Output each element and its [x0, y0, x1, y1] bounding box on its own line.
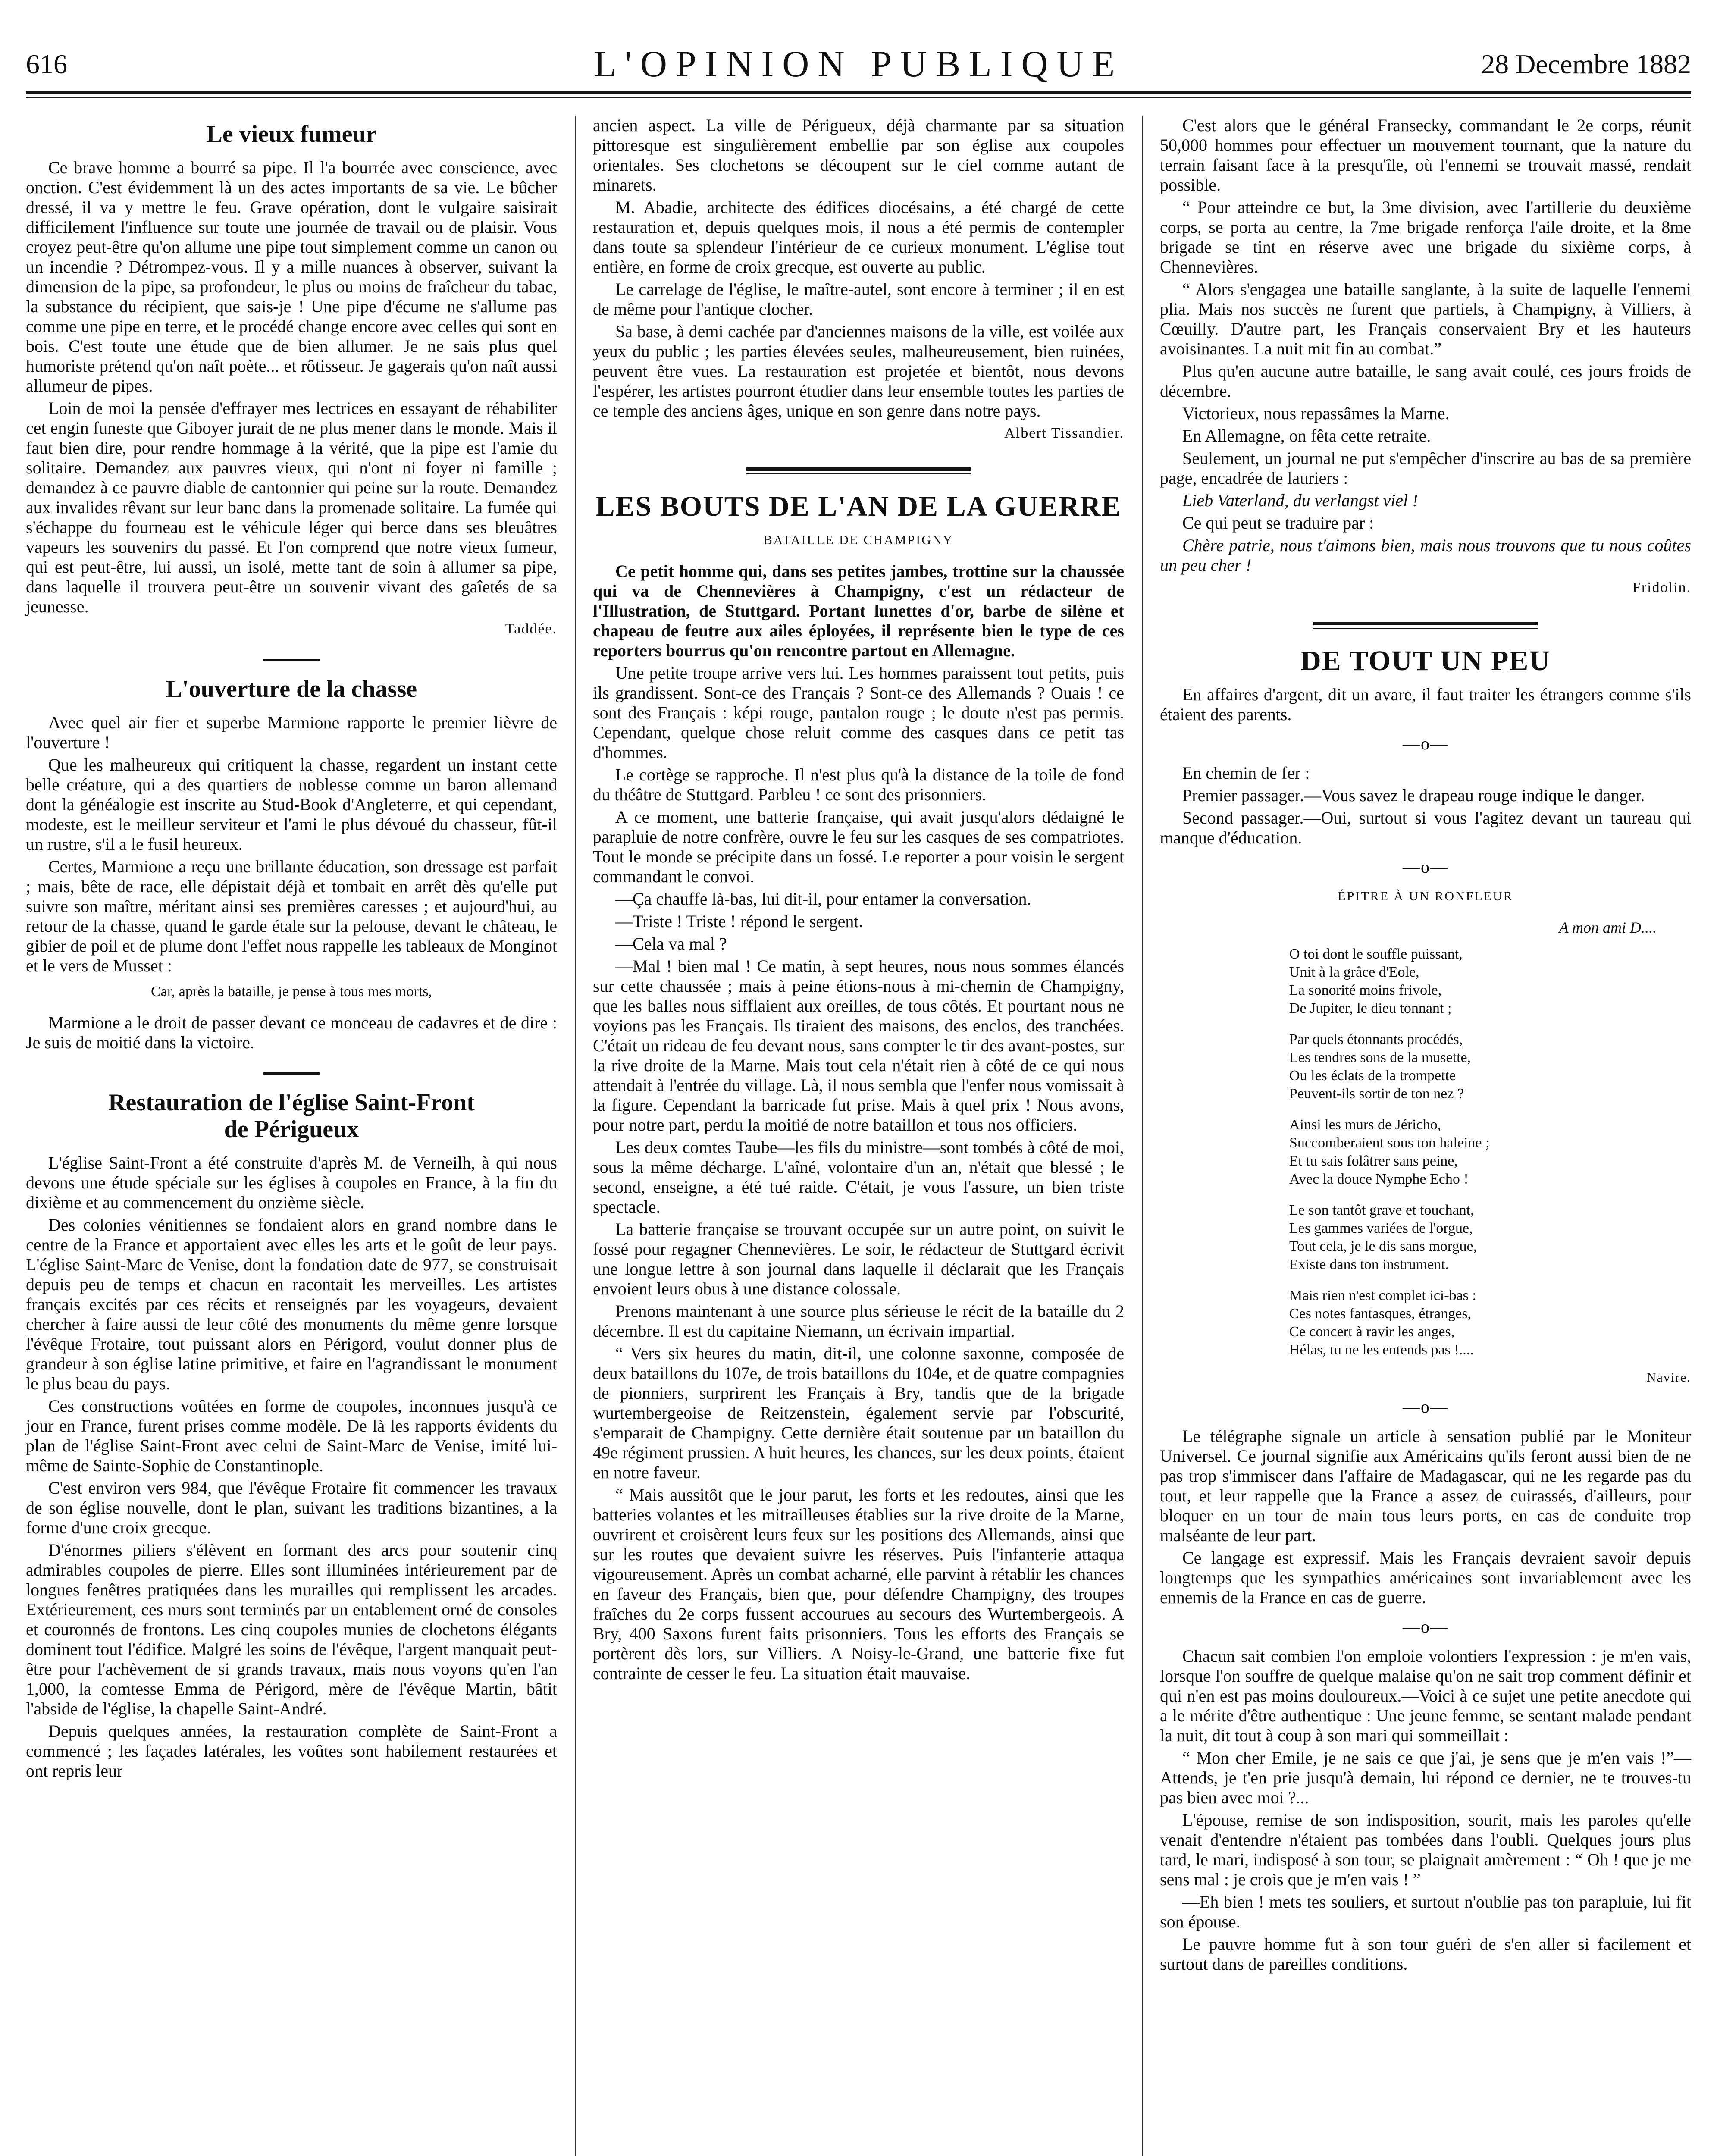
paragraph: —Eh bien ! mets tes souliers, et surtout n'oublie pas ton parapluie, lui fit son épouse. [1160, 1892, 1691, 1931]
poem-line: Ou les éclats de la trompette [1289, 1068, 1456, 1084]
poem-line: Et tu sais folâtrer sans peine, [1289, 1153, 1458, 1169]
paragraph: Ce langage est expressif. Mais les Français devraient savoir depuis longtemps que les sympathies américaines sont invariablement avec les ennemis de la France en cas de guerre. [1160, 1548, 1691, 1607]
article-title-guerre: LES BOUTS DE L'AN DE LA GUERRE [595, 491, 1122, 522]
separator-o: —o— [1403, 1617, 1448, 1636]
poem-line: De Jupiter, le dieu tonnant ; [1289, 1000, 1452, 1016]
paragraph: Chacun sait combien l'on emploie volontiers l'expression : je m'en vais, lorsque l'on souffre de quelque malaise qu'on ne sait trop comment définir et qui n'en est pas moins douloureux.—Voici à ce sujet une petite anecdote qui a le mérite d'être authentique : Une jeune femme, se sentant malade pendant la nuit, dit tout à coup à son mari qui sommeillait : [1160, 1646, 1691, 1745]
paragraph: En Allemagne, on fêta cette retraite. [1182, 426, 1431, 445]
poem-line: Tout cela, je le dis sans morgue, [1289, 1238, 1477, 1254]
poem-stanza [1289, 1201, 1691, 1274]
paragraph: Loin de moi la pensée d'effrayer mes lectrices en essayant de réhabiliter cet engin funeste que Giboyer jurait de ne plus mener dans le monde. Mais il faut bien dire, pour rendre hommage à la vérité, que la pipe est l'amie du solitaire. Demandez aux pauvres vieux, qui n'ont ni foyer ni famille ; demandez à ce pauvre diable de cantonnier qui peine sur la route. Demandez aux invalides rêvant sur leur banc dans la promenade solitaire. La fumée qui s'échappe du fourneau est le véhicule léger qui berce dans ses bleuâtres vapeurs les souvenirs du passé. Et l'on comprend que notre vieux fumeur, qui est peut-être, lui aussi, un isolé, mette tant de soin à allumer sa pipe, dans laquelle il trouvera peut-être un souvenir vivant des gaîetés de sa jeunesse. [26, 398, 557, 616]
poem-line: Ce concert à ravir les anges, [1289, 1324, 1455, 1340]
masthead-rule-thick [26, 91, 1691, 94]
paragraph: La batterie française se trouvant occupée sur un autre point, on suivit le fossé pour regagner Chennevières. Le soir, le rédacteur de Stuttgard écrivit une longue lettre à son journal dans laquelle il déclarait que les Français envoient leurs obus à une distance colossale. [593, 1219, 1124, 1298]
separator-o: —o— [1403, 734, 1448, 753]
german-quote: Lieb Vaterland, du verlangst viel ! [1182, 491, 1418, 510]
paragraph: —Mal ! bien mal ! Ce matin, à sept heures, nous nous sommes élancés sur cette chaussée ; mais à peine étions-nous à mi-chemin de Champigny, que les balles nous sifflaient aux oreilles, de tous côtés. Et pourtant nous ne voyions pas les Français. Ils tiraient des maisons, des enclos, des tranchées. C'était un rideau de feu devant nous, sans compter le tir des avant-postes, sur la rive droite de la Marne. Mais tout cela n'était rien à côté de ce qui nous attendait à l'entrée du village. Là, il nous sembla que l'enfer nous vomissait à la figure. Cependant la barricade fut prise. Mais à quel prix ! Nous avons, pour notre part, perdu la moitié de notre bataillon et tous nos officiers. [593, 956, 1124, 1134]
paragraph: —Cela va mal ? [615, 934, 727, 953]
poem-line: Mais rien n'est complet ici-bas : [1289, 1288, 1476, 1304]
paragraph: En chemin de fer : [1182, 763, 1310, 783]
poem-line: Existe dans ton instrument. [1289, 1257, 1449, 1272]
poem-line: Avec la douce Nymphe Echo ! [1289, 1171, 1469, 1187]
column-2 [593, 116, 1124, 1686]
paragraph: Le télégraphe signale un article à sensation publié par le Moniteur Universel. Ce journal signifie aux Américains qu'ils feront aussi bien de ne pas trop s'immiscer dans l'affaire de Madagascar, qui ne les regarde pas du tout, et leur rappelle que la France a assez de cuirassés, d'ailleurs, pour bloquer en un tour de main tous leurs ports, en cas de conduite trop malséante de leur part. [1160, 1426, 1691, 1545]
paragraph: Victorieux, nous repassâmes la Marne. [1182, 404, 1450, 423]
paragraph: Premier passager.—Vous savez le drapeau rouge indique le danger. [1182, 786, 1645, 805]
paragraph: Ce brave homme a bourré sa pipe. Il l'a bourrée avec conscience, avec onction. C'est évidemment là un des actes importants de sa vie. Le bûcher dressé, il va y mettre le feu. Grave opération, dont le vulgaire saisirait difficilement l'influence sur toute une journée de travail ou de plaisir. Vous croyez peut-être qu'on allume une pipe tout simplement comme un canon ou un incendie ? Détrompez-vous. Il y a mille nuances à observer, suivant la dimension de la pipe, sa profondeur, le plus ou moins de fraîcheur du tabac, la substance du récipient, que sais-je ! Une pipe d'écume ne s'allume pas comme une pipe en terre, et le procédé change encore avec celles qui sont en bois. C'est toute une étude que de bien allumer. Je ne sais plus quel humoriste prétend qu'on naît poète... et rôtisseur. Je gagerais qu'on naît aussi allumeur de pipes. [26, 158, 557, 395]
paragraph: C'est alors que le général Fransecky, commandant le 2e corps, réunit 50,000 hommes pour effectuer un mouvement tournant, que la nature du terrain faisant face à la presqu'île, où l'ennemi se trouvait massé, rendait possible. [1160, 116, 1691, 194]
article-subtitle: BATAILLE DE CHAMPIGNY [763, 533, 954, 547]
paragraph: A ce moment, une batterie française, qui avait jusqu'alors dédaigné le parapluie de notre confrère, ouvre le feu sur les casques de ses compatriotes. Tout le monde se précipite dans un fossé. Le reporter a pour voisin le sergent commandant le convoi. [593, 807, 1124, 886]
column-divider [575, 116, 576, 2156]
separator-o: —o— [1403, 857, 1448, 877]
paragraph: Ce petit homme qui, dans ses petites jambes, trottine sur la chaussée qui va de Chennevières à Champigny, c'est un rédacteur de l'Illustration, de Stuttgard. Portant lunettes d'or, barbe de silène et chapeau de feutre aux ailes éployées, il représente bien le type de ces reporters bourrus qu'on rencontre partout en Allemagne. [593, 561, 1124, 660]
paragraph: Sa base, à demi cachée par d'anciennes maisons de la ville, est voilée aux yeux du public ; les parties élevées seules, malheureusement, bien ruinées, peuvent être vues. La restauration est projetée et bientôt, nous devons l'espérer, les artistes pourront étudier dans leur ensemble toutes les parties de ce temple des anciens âges, unique en son genre dans notre pays. [593, 322, 1124, 420]
title-line: de Périgueux [224, 1116, 359, 1143]
poem-line: Ces notes fantasques, étranges, [1289, 1306, 1472, 1322]
translation-quote: Chère patrie, nous t'aimons bien, mais nous trouvons que tu nous coûtes un peu cher ! [1160, 536, 1691, 575]
signature: Albert Tissandier. [1004, 425, 1124, 441]
column-1 [26, 116, 557, 1783]
paragraph: En affaires d'argent, dit un avare, il faut traiter les étrangers comme s'ils étaient des parents. [1160, 685, 1691, 724]
separator-double-rule [1313, 622, 1538, 629]
paragraph: ancien aspect. La ville de Périgueux, déjà charmante par sa situation pittoresque est singulièrement embellie par son église aux coupoles orientales. Ses clochetons se découpent sur le ciel comme autant de minarets. [593, 116, 1124, 194]
article-title-chasse: L'ouverture de la chasse [166, 676, 417, 702]
poem-line: Hélas, tu ne les entends pas !.... [1289, 1342, 1474, 1358]
poem-stanza [1289, 1031, 1691, 1103]
issue-date: 28 Decembre 1882 [1481, 49, 1691, 79]
poem-line: O toi dont le souffle puissant, [1289, 946, 1463, 962]
article-title-eglise [26, 1089, 557, 1143]
separator-o: —o— [1403, 1397, 1448, 1416]
masthead-rule-thin [26, 97, 1691, 98]
poem-stanza [1289, 1287, 1691, 1359]
paragraph: Le cortège se rapproche. Il n'est plus qu'à la distance de la toile de fond du théâtre de Stuttgard. Parbleu ! ce sont des prisonniers. [593, 765, 1124, 804]
paragraph: “ Pour atteindre ce but, la 3me division, avec l'artillerie du deuxième corps, se porta au centre, la 7me brigade renforça l'aile droite, et la 8me brigade se tint en réserve avec une brigade du sixième corps, à Chennevières. [1160, 197, 1691, 276]
paragraph: Ce qui peut se traduire par : [1182, 513, 1374, 533]
poem-line: Succomberaient sous ton haleine ; [1289, 1135, 1490, 1151]
poem-line: Les tendres sons de la musette, [1289, 1050, 1471, 1065]
paragraph: Une petite troupe arrive vers lui. Les hommes paraissent tout petits, puis ils grandissent. Sont-ce des Français ? Sont-ce des Allemands ? Ouais ! ce sont des Français : képi rouge, pantalon rouge ; le doute n'est pas permis. Cependant, quelque chose reluit comme des casques dans ce petit tas d'hommes. [593, 663, 1124, 762]
masthead [26, 40, 1691, 96]
poem-line: Les gammes variées de l'orgue, [1289, 1220, 1473, 1236]
paragraph: Marmione a le droit de passer devant ce monceau de cadavres et de dire : Je suis de moitié dans la victoire. [26, 1013, 557, 1052]
poem-title: ÉPITRE À UN RONFLEUR [1338, 889, 1513, 903]
poem-line: La sonorité moins frivole, [1289, 982, 1442, 998]
paragraph: Certes, Marmione a reçu une brillante éducation, son dressage est parfait ; mais, bête de race, elle dépistait déjà et tombait en arrêt dès qu'elle put suivre son maître, méritant ainsi ses premières caresses ; et aujourd'hui, au retour de la chasse, quand le garde étale sur la pelouse, devant le château, le gibier de poil et de plume dont l'effet nous rappelle les tableaux de Monginot et le vers de Musset : [26, 857, 557, 975]
title-line: Restauration de l'église Saint-Front [108, 1089, 475, 1116]
poem-line: Par quels étonnants procédés, [1289, 1031, 1463, 1047]
separator-rule [263, 1072, 320, 1075]
paragraph: Le pauvre homme fut à son tour guéri de s'en aller si facilement et surtout dans de pareilles conditions. [1160, 1934, 1691, 1974]
paragraph: Ces constructions voûtées en forme de coupoles, inconnues jusqu'à ce jour en France, furent prises comme modèle. De là les rapports évidents du plan de l'église Saint-Front avec celui de Saint-Marc de Venise, imité lui-même de Sainte-Sophie de Constantinople. [26, 1396, 557, 1475]
signature: Fridolin. [1632, 580, 1691, 595]
article-title-tout: DE TOUT UN PEU [1300, 645, 1551, 677]
paragraph: L'épouse, remise de son indisposition, sourit, mais les paroles qu'elle venait d'entendre n'étaient pas tombées dans l'oubli. Quelques jours plus tard, le mari, indisposé à son tour, se plaignait amèrement : “ Oh ! que je me sens mal : je crois que je m'en vais ! ” [1160, 1810, 1691, 1889]
column-divider [1142, 116, 1143, 2156]
paragraph: “ Alors s'engagea une bataille sanglante, à la suite de laquelle l'ennemi plia. Mais nos succès ne furent que partiels, à Champigny, à Villiers, à Cœuilly. D'autre part, les Français conservaient Bry et les hauteurs avoisinantes. La nuit mit fin au combat.” [1160, 279, 1691, 358]
verse-quote: Car, après la bataille, je pense à tous mes morts, [151, 984, 432, 1000]
paragraph: —Ça chauffe là-bas, lui dit-il, pour entamer la conversation. [615, 889, 1031, 909]
separator-double-rule [746, 467, 971, 474]
paragraph: Depuis quelques années, la restauration complète de Saint-Front a commencé ; les façades latérales, les voûtes sont habilement restaurées et ont repris leur [26, 1721, 557, 1780]
paragraph: C'est environ vers 984, que l'évêque Frotaire fit commencer les travaux de son église nouvelle, dont le plan, suivant les traditions bizantines, a la forme d'une croix grecque. [26, 1478, 557, 1537]
paragraph: Seulement, un journal ne put s'empêcher d'inscrire au bas de sa première page, encadrée de lauriers : [1160, 448, 1691, 488]
poem-line: Ainsi les murs de Jéricho, [1289, 1117, 1441, 1133]
paragraph: Avec quel air fier et superbe Marmione rapporte le premier lièvre de l'ouverture ! [26, 713, 557, 752]
paragraph: L'église Saint-Front a été construite d'après M. de Verneilh, à qui nous devons une étude spéciale sur les églises à coupoles en France, à la fin du dixième et au commencement du onzième siècle. [26, 1153, 557, 1212]
poem-line: Le son tantôt grave et touchant, [1289, 1202, 1474, 1218]
separator-rule [263, 659, 320, 661]
paragraph: Les deux comtes Taube—les fils du ministre—sont tombés à côté de moi, sous la même décharge. L'aîné, volontaire d'un an, n'était que blessé ; le second, enseigne, a été tué raide. C'était, je vous l'assure, un bien triste spectacle. [593, 1138, 1124, 1216]
poem-line: Peuvent-ils sortir de ton nez ? [1289, 1086, 1464, 1102]
poem-signature: Navire. [1646, 1370, 1691, 1385]
paragraph: D'énormes piliers s'élèvent en formant des arcs pour soutenir cinq admirables coupoles de pierre. Elles sont illuminées intérieurement par de longues fenêtres pratiquées dans les murailles qui remplissent les arcades. Extérieurement, ces murs sont terminés par un entablement orné de consoles et couronnés de frontons. Les cinq coupoles munies de clochetons élégants dominent tout l'édifice. Malgré les soins de l'évêque, l'argent manquait peut-être pour l'achèvement de si grands travaux, mais nous voyons qu'en l'an 1,000, la comtesse Emma de Périgord, mère de l'évêque Martin, bâtit l'abside de l'église, la chapelle Saint-André. [26, 1540, 557, 1718]
poem [1289, 945, 1691, 1359]
paragraph: Le carrelage de l'église, le maître-autel, sont encore à terminer ; il en est de même pour l'antique clocher. [593, 279, 1124, 319]
paragraph: M. Abadie, architecte des édifices diocésains, a été chargé de cette restauration et, depuis quelques mois, il nous a été permis de contempler dans toute sa splendeur l'intérieur de ce curieux monument. L'église tout entière, en forme de croix grecque, est ouverte au public. [593, 197, 1124, 276]
paragraph: —Triste ! Triste ! répond le sergent. [615, 912, 863, 931]
poem-dedication: A mon ami D.... [1559, 919, 1657, 936]
page-number: 616 [26, 49, 67, 79]
paragraph: Prenons maintenant à une source plus sérieuse le récit de la bataille du 2 décembre. Il est du capitaine Niemann, un écrivain impartial. [593, 1301, 1124, 1341]
paragraph: “ Vers six heures du matin, dit-il, une colonne saxonne, composée de deux bataillons du 107e, de trois bataillons du 104e, et de quatre compagnies de pionniers, surprirent les Français à Bry, tandis que de la brigade wurtembergeoise de Reitzenstein, également servie par l'obscurité, s'emparait de Champigny. Cette dernière était soutenue par un bataillon du 49e régiment prussien. A huit heures, les chances, sur les deux points, étaient en notre faveur. [593, 1344, 1124, 1482]
article-title-fumeur: Le vieux fumeur [206, 121, 377, 147]
poem-line: Unit à la grâce d'Eole, [1289, 964, 1419, 980]
poem-stanza [1289, 945, 1691, 1018]
column-3 [1160, 116, 1691, 1977]
newspaper-title: L'OPINION PUBLIQUE [593, 43, 1124, 85]
paragraph: Second passager.—Oui, surtout si vous l'agitez devant un taureau qui manque d'éducation. [1160, 808, 1691, 847]
paragraph: Que les malheureux qui critiquent la chasse, regardent un instant cette belle créature, qui a des quartiers de noblesse comme un baron allemand dont la généalogie est inscrite au Stud-Book d'Angleterre, et qui cependant, modeste, est le meilleur serviteur et l'ami le plus dévoué du chasseur, fût-il un rustre, s'il a le fusil heureux. [26, 755, 557, 854]
paragraph: Plus qu'en aucune autre bataille, le sang avait coulé, ces jours froids de décembre. [1160, 361, 1691, 401]
paragraph: “ Mais aussitôt que le jour parut, les forts et les redoutes, ainsi que les batteries volantes et les mitrailleuses établies sur la rive droite de la Marne, ouvrirent et croisèrent leurs feux sur les positions des Allemands, ainsi que sur les routes que devaient suivre les réserves. Puis l'infanterie attaqua vigoureusement. Après un combat acharné, elle parvint à rétablir les chances en faveur des Français, bien que, pour défendre Champigny, des troupes fraîches du 2e corps fussent accourues au secours des Wurtembergeois. A Bry, 400 Saxons furent faits prisonniers. Tous les efforts des Français se portèrent dès lors, sur Villiers. A Noisy-le-Grand, une batterie fixe fut contrainte de cesser le feu. La situation était mauvaise. [593, 1485, 1124, 1683]
poem-stanza [1289, 1116, 1691, 1188]
signature: Taddée. [505, 621, 557, 637]
paragraph: Des colonies vénitiennes se fondaient alors en grand nombre dans le centre de la France et apportaient avec elles les arts et le goût de leur pays. L'église Saint-Marc de Venise, dont la fondation date de 977, se construisait depuis peu de temps et chacun en racontait les merveilles. Les artistes français excités par ces récits et renseignés par les voyageurs, devaient chercher à faire aussi de leur côté des monuments du même genre lorsque l'évêque Frotaire, tout puissant alors en Périgord, voulut donner plus de grandeur à son église latine primitive, et faire en l'agrandissant le monument le plus beau du pays. [26, 1215, 557, 1393]
paragraph: “ Mon cher Emile, je ne sais ce que j'ai, je sens que je m'en vais !”—Attends, je t'en prie jusqu'à demain, lui répond ce dernier, ne te trouves-tu pas bien avec moi ?... [1160, 1748, 1691, 1807]
